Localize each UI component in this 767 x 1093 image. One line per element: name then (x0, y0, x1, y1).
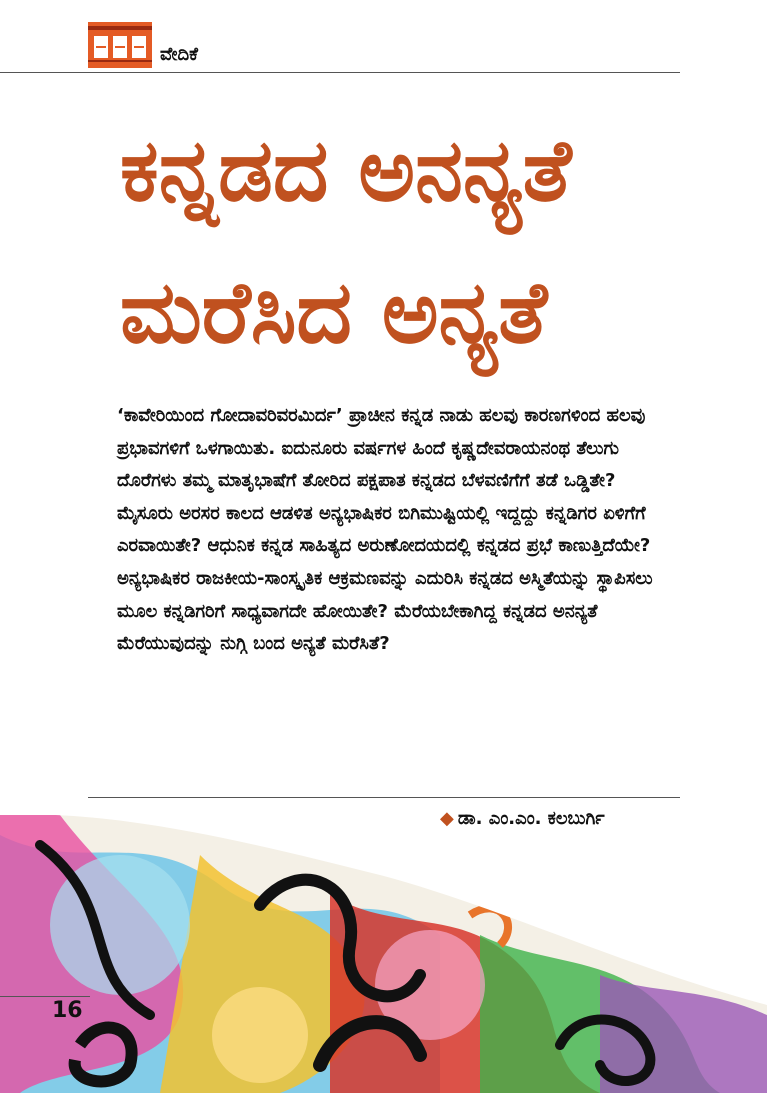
page-header (0, 0, 680, 73)
diamond-bullet-icon: ◆ (440, 808, 454, 829)
title-line-2: ಮರೆಸಿದ ಅನ್ಯತೆ (120, 263, 548, 363)
title-line-1: ಕನ್ನಡದ ಅನನ್ಯತೆ (120, 121, 572, 221)
decorative-artwork (0, 815, 767, 1093)
article-title (120, 100, 740, 384)
section-logo-icon (88, 22, 152, 68)
article-intro: ‘ಕಾವೇರಿಯಿಂದ ಗೋದಾವರಿವರಮಿರ್ದ’ ಪ್ರಾಚೀನ ಕನ್ನಡ ನಾಡು ಹಲವು ಕಾರಣಗಳಿಂದ ಹಲವು ಪ್ರಭಾವಗಳಿಗೆ ಒಳಗಾಯಿತು. ಐದುನೂರು ವರ್ಷಗಳ ಹಿಂದೆ ಕೃಷ್ಣದೇವರಾಯನಂಥ ತೆಲುಗು ದೊರೆಗಳು ತಮ್ಮ ಮಾತೃಭಾಷೆಗೆ ತೋರಿದ ಪಕ್ಷಪಾತ ಕನ್ನಡದ ಬೆಳವಣಿಗೆಗೆ ತಡೆ ಒಡ್ಡಿತೇ? ಮೈಸೂರು ಅರಸರ ಕಾಲದ ಆಡಳಿತ ಅನ್ಯಭಾಷಿಕರ ಬಿಗಿಮುಷ್ಟಿಯಲ್ಲಿ ಇದ್ದದ್ದು ಕನ್ನಡಿಗರ ಏಳಿಗೆಗೆ ಎರವಾಯಿತೇ? ಆಧುನಿಕ ಕನ್ನಡ ಸಾಹಿತ್ಯದ ಅರುಣೋದಯದಲ್ಲಿ ಕನ್ನಡದ ಪ್ರಭೆ ಕಾಣುತ್ತಿದೆಯೇ? ಅನ್ಯಭಾಷಿಕರ ರಾಜಕೀಯ-ಸಾಂಸ್ಕೃತಿಕ ಆಕ್ರಮಣವನ್ನು ಎದುರಿಸಿ ಕನ್ನಡದ ಅಸ್ಮಿತೆಯನ್ನು ಸ್ಥಾಪಿಸಲು ಮೂಲ ಕನ್ನಡಿಗರಿಗೆ ಸಾಧ್ಯವಾಗದೇ ಹೋಯಿತೇ? ಮೆರೆಯಬೇಕಾಗಿದ್ದ ಕನ್ನಡದ ಅನನ್ಯತೆ ಮೆರೆಯುವುದನ್ನು ನುಗ್ಗಿ ಬಂದ ಅನ್ಯತೆ ಮರೆಸಿತೆ? (117, 405, 653, 655)
page-number-rule (0, 996, 90, 997)
page-number: 16 (52, 998, 83, 1023)
section-name: ವೇದಿಕೆ (160, 44, 198, 65)
byline-divider (88, 797, 680, 798)
author-name: ಡಾ. ಎಂ.ಎಂ. ಕಲಬುರ್ಗಿ (457, 808, 605, 829)
